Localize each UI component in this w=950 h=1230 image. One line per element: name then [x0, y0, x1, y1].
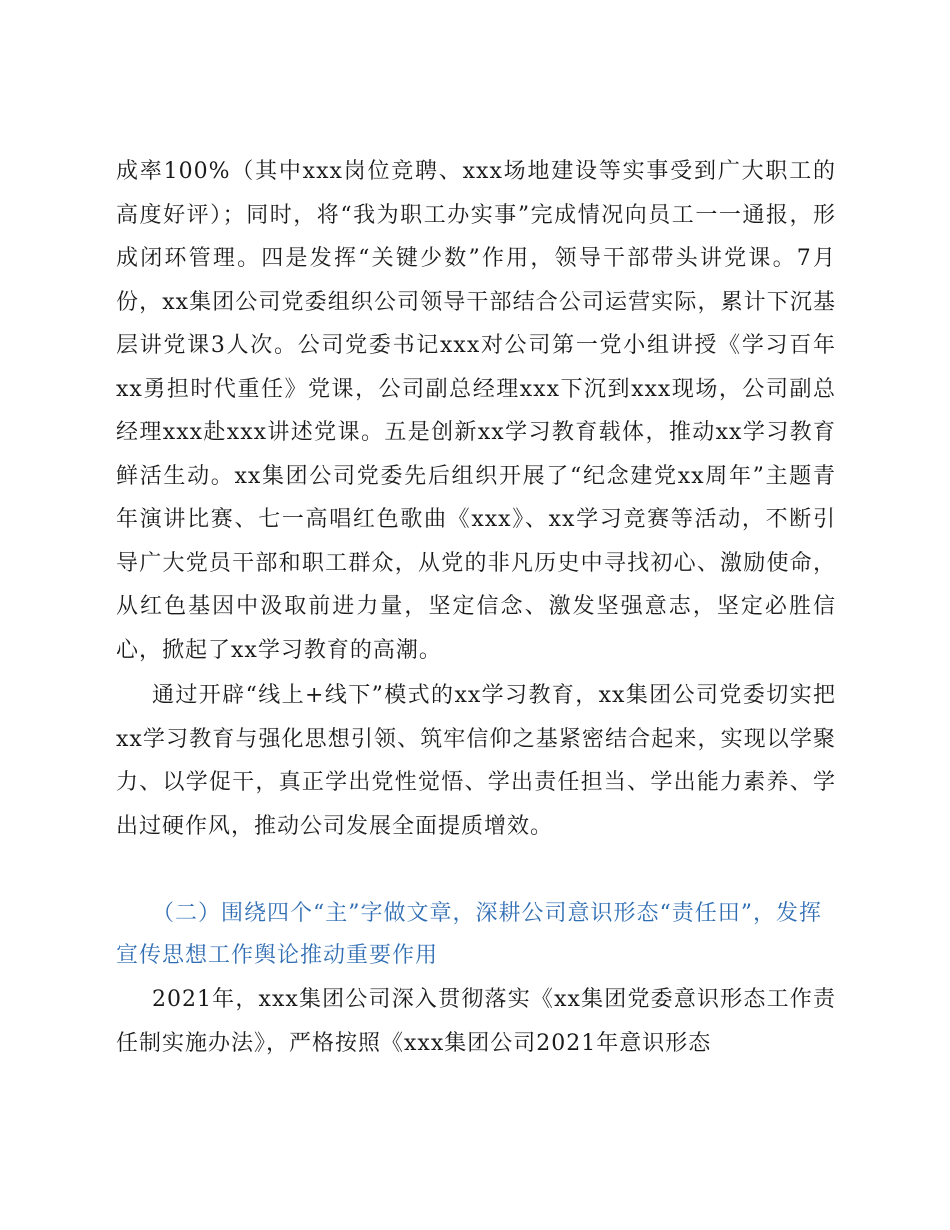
paragraph-continuation: 成率100%（其中xxx岗位竞聘、xxx场地建设等实事受到广大职工的高度好评）；同时，将“我为职工办实事”完成情况向员工一一通报，形成闭环管理。四是发挥“关键少数”作用，领导干部带头讲党课。7月份，xx集团公司党委组织公司领导干部结合公司运营实际，累计下沉基层讲党课3人次。公司党委书记xxx对公司第一党小组讲授《学习百年xx勇担时代重任》党课，公司副总经理xxx下沉到xxx现场，公司副总经理xxx赴xxx讲述党课。五是创新xx学习教育载体，推动xx学习教育鲜活生动。xx集团公司党委先后组织开展了“纪念建党xx周年”主题青年演讲比赛、七一高唱红色歌曲《xxx》、xx学习竞赛等活动，不断引导广大党员干部和职工群众，从党的非凡历史中寻找初心、激励使命，从红色基因中汲取前进力量，坚定信念、激发坚强意志，坚定必胜信心，掀起了xx学习教育的高潮。	[116, 159, 836, 663]
body-text-lower	[116, 978, 836, 1065]
paragraph-section-start: 2021年，xxx集团公司深入贯彻落实《xx集团党委意识形态工作责任制实施办法》，严格按照《xxx集团公司2021年意识形态	[116, 987, 836, 1056]
section-heading: （二）围绕四个“主”字做文章，深耕公司意识形态“责任田”，发挥宣传思想工作舆论推动重要作用	[116, 901, 822, 968]
paragraph-summary: 通过开辟“线上+线下”模式的xx学习教育，xx集团公司党委切实把xx学习教育与强化思想引领、筑牢信仰之基紧密结合起来，实现以学聚力、以学促干，真正学出党性觉悟、学出责任担当、学出能力素养、学出过硬作风，推动公司发展全面提质增效。	[116, 683, 836, 839]
body-text-upper	[116, 150, 836, 848]
